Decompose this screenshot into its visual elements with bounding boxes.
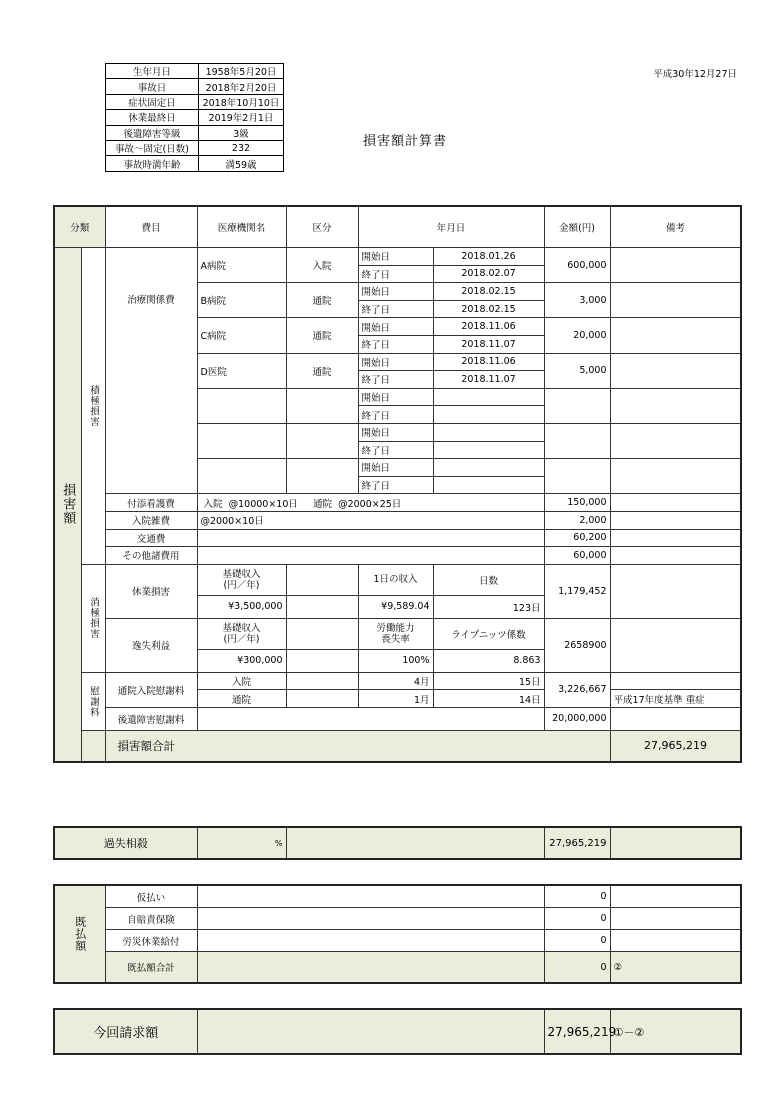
isshitsu-v-blank [286, 649, 358, 672]
kyugyo-v-blank [286, 595, 358, 618]
paid-row [54, 908, 741, 930]
paid-total-amount: 0 [544, 952, 610, 984]
kouisho-label: 後遺障害慰謝料 [105, 707, 197, 730]
hospital-kubun: 通院 [286, 283, 358, 318]
hospital-name [197, 423, 286, 458]
paid-item-label: 自賠責保険 [105, 908, 197, 930]
info-row [106, 79, 284, 94]
paid-row [54, 885, 741, 908]
kyugyo-amount: 1,179,452 [544, 564, 610, 618]
paid-item-amount: 0 [544, 930, 610, 952]
hospital-kubun [286, 423, 358, 458]
sonota-detail [197, 547, 544, 565]
hospital-name: A病院 [197, 248, 286, 283]
total-left-blank [81, 730, 105, 762]
isshitsu-v2: 100% [358, 649, 433, 672]
info-table [105, 63, 284, 172]
tsuinisharyo-row-1 [54, 672, 741, 690]
tsukisoi-nyuin: 入院 [203, 498, 223, 510]
end-label: 終了日 [358, 406, 433, 424]
kashitsu-label: 過失相殺 [54, 827, 197, 859]
section-sekkyoku: 積極損害 [81, 248, 105, 565]
hospital-name: C病院 [197, 318, 286, 353]
kashitsu-blank [286, 827, 544, 859]
isshitsu-h1: 基礎収入 (円／年) [197, 618, 286, 649]
kyugyo-label: 休業損害 [105, 564, 197, 618]
document-date: 平成30年12月27日 [653, 69, 737, 80]
hospital-amount: 3,000 [544, 283, 610, 318]
section-shokyoku: 消極損害 [81, 564, 105, 672]
hospital-amount [544, 459, 610, 494]
info-label: 事故～固定(日数) [106, 140, 199, 155]
start-label: 開始日 [358, 388, 433, 406]
isshitsu-amount: 2658900 [544, 618, 610, 672]
nyuin-zakkhi-label: 入院雑費 [105, 511, 197, 529]
start-label: 開始日 [358, 459, 433, 477]
section-isharyo: 慰謝料 [81, 672, 105, 730]
info-value: 2019年2月1日 [199, 110, 284, 125]
tsuinisharyo-label: 通院入院慰謝料 [105, 672, 197, 707]
start-label: 開始日 [358, 423, 433, 441]
paid-total-row [54, 952, 741, 984]
hospital-amount [544, 423, 610, 458]
info-label: 事故時満年齢 [106, 156, 199, 171]
page-title: 損害額計算書 [363, 134, 448, 149]
hospital-kubun: 通院 [286, 318, 358, 353]
paid-item-label: 仮払い [105, 885, 197, 908]
sonota-amount: 60,000 [544, 547, 610, 565]
info-row [106, 140, 284, 155]
paid-item-blank [197, 908, 544, 930]
hospital-name: B病院 [197, 283, 286, 318]
paid-total-label: 既払額合計 [105, 952, 197, 984]
paid-item-note [610, 930, 741, 952]
end-label: 終了日 [358, 335, 433, 353]
isshitsu-label: 逸失利益 [105, 618, 197, 672]
header-bunrui: 分類 [54, 206, 105, 248]
tsuinisharyo-amount: 3,226,667 [544, 672, 610, 707]
paid-row [54, 930, 741, 952]
tsuinisharyo-r2: 通院 [197, 690, 286, 708]
tsuinisharyo-r1m: 4月 [358, 672, 433, 690]
end-date [433, 406, 544, 424]
end-date: 2018.11.07 [433, 335, 544, 353]
info-label: 生年月日 [106, 64, 199, 79]
tsuinisharyo-r2m: 1月 [358, 690, 433, 708]
kouisho-amount: 20,000,000 [544, 707, 610, 730]
hospital-note [610, 459, 741, 494]
seikyu-blank [197, 1009, 544, 1054]
header-iryo: 医療機関名 [197, 206, 286, 248]
hospital-kubun: 通院 [286, 353, 358, 388]
tsukisoi-amount: 150,000 [544, 494, 610, 512]
kotsuhi-row [54, 529, 741, 547]
header-kubun: 区分 [286, 206, 358, 248]
isshitsu-note [610, 618, 741, 672]
hospital-amount [544, 388, 610, 423]
end-label: 終了日 [358, 441, 433, 459]
start-date: 2018.11.06 [433, 353, 544, 371]
isshitsu-v1: ¥300,000 [197, 649, 286, 672]
hospital-amount: 600,000 [544, 248, 610, 283]
end-label: 終了日 [358, 265, 433, 283]
paid-total-mark: ② [610, 952, 741, 984]
paid-table [53, 884, 742, 984]
info-label: 症状固定日 [106, 94, 199, 109]
info-row [106, 110, 284, 125]
info-row [106, 64, 284, 79]
start-date: 2018.02.15 [433, 283, 544, 301]
info-row [106, 94, 284, 109]
isshitsu-h-blank [286, 618, 358, 649]
info-label: 休業最終日 [106, 110, 199, 125]
paid-total-blank [197, 952, 544, 984]
tsukisoi-note [610, 494, 741, 512]
seikyu-mark: ①－② [610, 1009, 741, 1054]
damage-table [53, 205, 742, 763]
treatment-start-row [54, 248, 741, 266]
info-value: 232 [199, 140, 284, 155]
start-label: 開始日 [358, 353, 433, 371]
sonota-label: その他諸費用 [105, 547, 197, 565]
isshitsu-h2: 労働能力 喪失率 [358, 618, 433, 649]
total-label: 損害額合計 [105, 730, 610, 762]
seikyu-amount: 27,965,219 [544, 1009, 610, 1054]
hospital-note [610, 423, 741, 458]
chiryo-label: 治療関係費 [105, 248, 197, 494]
end-date: 2018.02.15 [433, 300, 544, 318]
kouisho-note [610, 707, 741, 730]
hospital-note [610, 388, 741, 423]
info-label: 後遺障害等級 [106, 125, 199, 140]
hospital-note [610, 248, 741, 283]
hospital-kubun [286, 388, 358, 423]
kashitsu-unit: % [197, 827, 286, 859]
start-date [433, 423, 544, 441]
tsuinisharyo-note: 平成17年度基準 重症 [610, 690, 741, 708]
info-row [106, 125, 284, 140]
kyugyo-h2: 1日の収入 [358, 564, 433, 595]
tsuinisharyo-r1: 入院 [197, 672, 286, 690]
info-value: 3級 [199, 125, 284, 140]
tsukisoi-tsuin-detail: @2000×25日 [338, 498, 402, 510]
start-date [433, 459, 544, 477]
paid-item-blank [197, 885, 544, 908]
kashitsu-note [610, 827, 741, 859]
kotsuhi-label: 交通費 [105, 529, 197, 547]
section-songaigaku: 損害額 [54, 248, 81, 762]
negligence-table [53, 826, 742, 860]
tsukisoi-nyuin-detail: @10000×10日 [228, 498, 298, 510]
nyuin-zakkhi-detail: @2000×10日 [197, 511, 544, 529]
kyugyo-note [610, 564, 741, 618]
isshitsu-v3: 8.863 [433, 649, 544, 672]
end-date [433, 441, 544, 459]
end-label: 終了日 [358, 476, 433, 494]
kyugyo-h1: 基礎収入 (円／年) [197, 564, 286, 595]
claim-table [53, 1008, 742, 1055]
nyuin-zakkhi-amount: 2,000 [544, 511, 610, 529]
total-amount: 27,965,219 [610, 730, 741, 762]
paid-item-note [610, 908, 741, 930]
start-label: 開始日 [358, 283, 433, 301]
total-row [54, 730, 741, 762]
paid-item-amount: 0 [544, 885, 610, 908]
header-himoku: 費目 [105, 206, 197, 248]
kyugyo-h3: 日数 [433, 564, 544, 595]
tsuinisharyo-r2d: 14日 [433, 690, 544, 708]
start-label: 開始日 [358, 248, 433, 266]
start-date: 2018.01.26 [433, 248, 544, 266]
header-nengappi: 年月日 [358, 206, 544, 248]
seikyu-label: 今回請求額 [54, 1009, 197, 1054]
hospital-name [197, 388, 286, 423]
sonota-row [54, 547, 741, 565]
tsuinisharyo-r1d: 15日 [433, 672, 544, 690]
kyugyo-v3: 123日 [433, 595, 544, 618]
info-value: 2018年10月10日 [199, 94, 284, 109]
hospital-kubun: 入院 [286, 248, 358, 283]
nyuin-zakkhi-row [54, 511, 741, 529]
tsukisoi-label: 付添看護費 [105, 494, 197, 512]
end-date: 2018.11.07 [433, 371, 544, 389]
tsuinisharyo-r2-blank [286, 690, 358, 708]
isshitsu-header-row [54, 618, 741, 649]
info-row [106, 156, 284, 171]
header-row [54, 206, 741, 248]
header-kingaku: 金額(円) [544, 206, 610, 248]
kyugyo-h-blank [286, 564, 358, 595]
kyugyo-v1: ¥3,500,000 [197, 595, 286, 618]
tsuinisharyo-r1-blank [286, 672, 358, 690]
start-date [433, 388, 544, 406]
hospital-note [610, 353, 741, 388]
kouisho-row [54, 707, 741, 730]
info-label: 事故日 [106, 79, 199, 94]
end-date [433, 476, 544, 494]
paid-item-amount: 0 [544, 908, 610, 930]
hospital-kubun [286, 459, 358, 494]
info-value: 2018年2月20日 [199, 79, 284, 94]
kashitsu-amount: 27,965,219 [544, 827, 610, 859]
paid-item-blank [197, 930, 544, 952]
paid-item-note [610, 885, 741, 908]
kyugyo-v2: ¥9,589.04 [358, 595, 433, 618]
hospital-note [610, 283, 741, 318]
header-biko: 備考 [610, 206, 741, 248]
info-value: 1958年5月20日 [199, 64, 284, 79]
info-value: 満59歳 [199, 156, 284, 171]
kibarai-section: 既払額 [54, 885, 105, 983]
sonota-note [610, 547, 741, 565]
hospital-amount: 5,000 [544, 353, 610, 388]
kotsuhi-note [610, 529, 741, 547]
end-label: 終了日 [358, 300, 433, 318]
tsukisoi-detail [197, 494, 544, 512]
end-date: 2018.02.07 [433, 265, 544, 283]
kotsuhi-detail [197, 529, 544, 547]
nyuin-zakkhi-note [610, 511, 741, 529]
isshitsu-h3: ライプニッツ係数 [433, 618, 544, 649]
tsuinisharyo-note-blank [610, 672, 741, 690]
kyugyo-header-row [54, 564, 741, 595]
kotsuhi-amount: 60,200 [544, 529, 610, 547]
end-label: 終了日 [358, 371, 433, 389]
start-label: 開始日 [358, 318, 433, 336]
hospital-note [610, 318, 741, 353]
hospital-name: D医院 [197, 353, 286, 388]
hospital-name [197, 459, 286, 494]
hospital-amount: 20,000 [544, 318, 610, 353]
kouisho-detail [197, 707, 544, 730]
tsukisoi-row [54, 494, 741, 512]
paid-item-label: 労災休業給付 [105, 930, 197, 952]
tsukisoi-tsuin: 通院 [313, 498, 333, 510]
start-date: 2018.11.06 [433, 318, 544, 336]
